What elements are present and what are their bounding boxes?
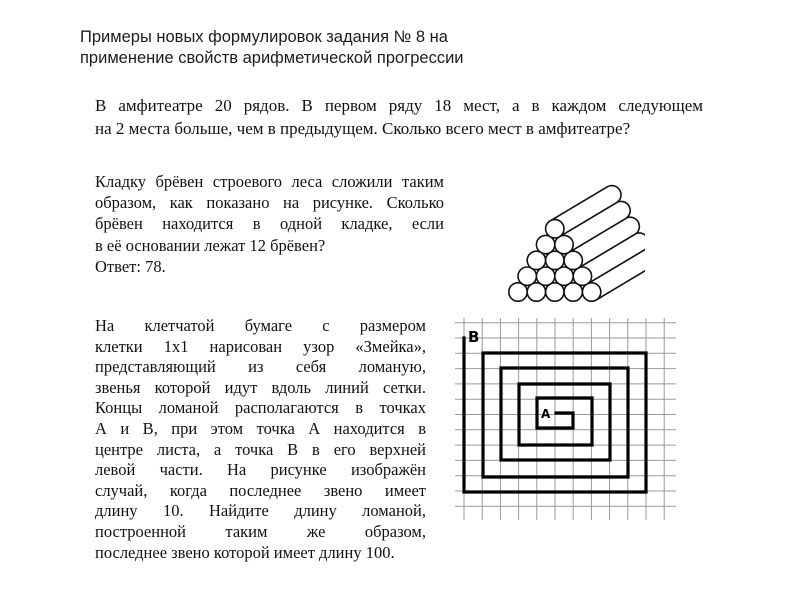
task-snake-line: На клетчатой бумаге с размером <box>95 316 426 335</box>
task-logs <box>95 171 444 277</box>
log-end-icon <box>546 220 564 238</box>
task-amphitheater-line: В амфитеатре 20 рядов. В первом ряду 18 мест, а в каждом следующем <box>95 96 703 115</box>
task-snake-line: длину 10. Найдите длину ломаной, <box>95 501 426 521</box>
task-logs-line: Кладку брёвен строевого леса сложили таким <box>95 172 444 191</box>
task-amphitheater-line: на 2 места больше, чем в предыдущем. Сколько всего мест в амфитеатре? <box>95 119 631 138</box>
task-snake-line: последнее звено которой имеет длину 100. <box>95 542 395 562</box>
task-snake-line: представляющий из себя ломаную, <box>95 357 426 377</box>
slide-title <box>80 27 600 69</box>
task-snake <box>95 316 426 563</box>
slide-title-line-2: применение свойств арифметической прогрессии <box>80 49 464 67</box>
task-snake-line: центре листа, а точка В в его верхней <box>95 439 426 459</box>
task-amphitheater <box>95 94 703 140</box>
task-snake-line: левой части. На рисунке изображён <box>95 460 426 480</box>
slide-title-line-1: Примеры новых формулировок задания № 8 на <box>80 28 448 46</box>
task-snake-line: клетки 1x1 нарисован узор «Змейка», <box>95 336 426 356</box>
task-logs-line: брёвен находится в одной кладке, если <box>95 214 444 234</box>
point-a-label: A <box>541 407 551 421</box>
task-snake-line: построенной таким же образом, <box>95 521 426 541</box>
task-logs-line: образом, как показано на рисунке. Сколько <box>95 193 444 213</box>
task-snake-line: А и В, при этом точка А находится в <box>95 418 426 438</box>
task-logs-answer: Ответ: 78. <box>95 256 166 276</box>
snake-grid-figure <box>450 312 680 527</box>
task-snake-line: случай, когда последнее звено имеет <box>95 480 426 500</box>
point-b-label: B <box>468 328 480 346</box>
task-snake-line: звенья которой идут вдоль линий сетки. <box>95 377 426 397</box>
task-snake-line: Концы ломаной располагаются в точках <box>95 398 426 418</box>
logs-pyramid-figure <box>495 180 645 310</box>
task-logs-line: в её основании лежат 12 брёвен? <box>95 235 326 255</box>
